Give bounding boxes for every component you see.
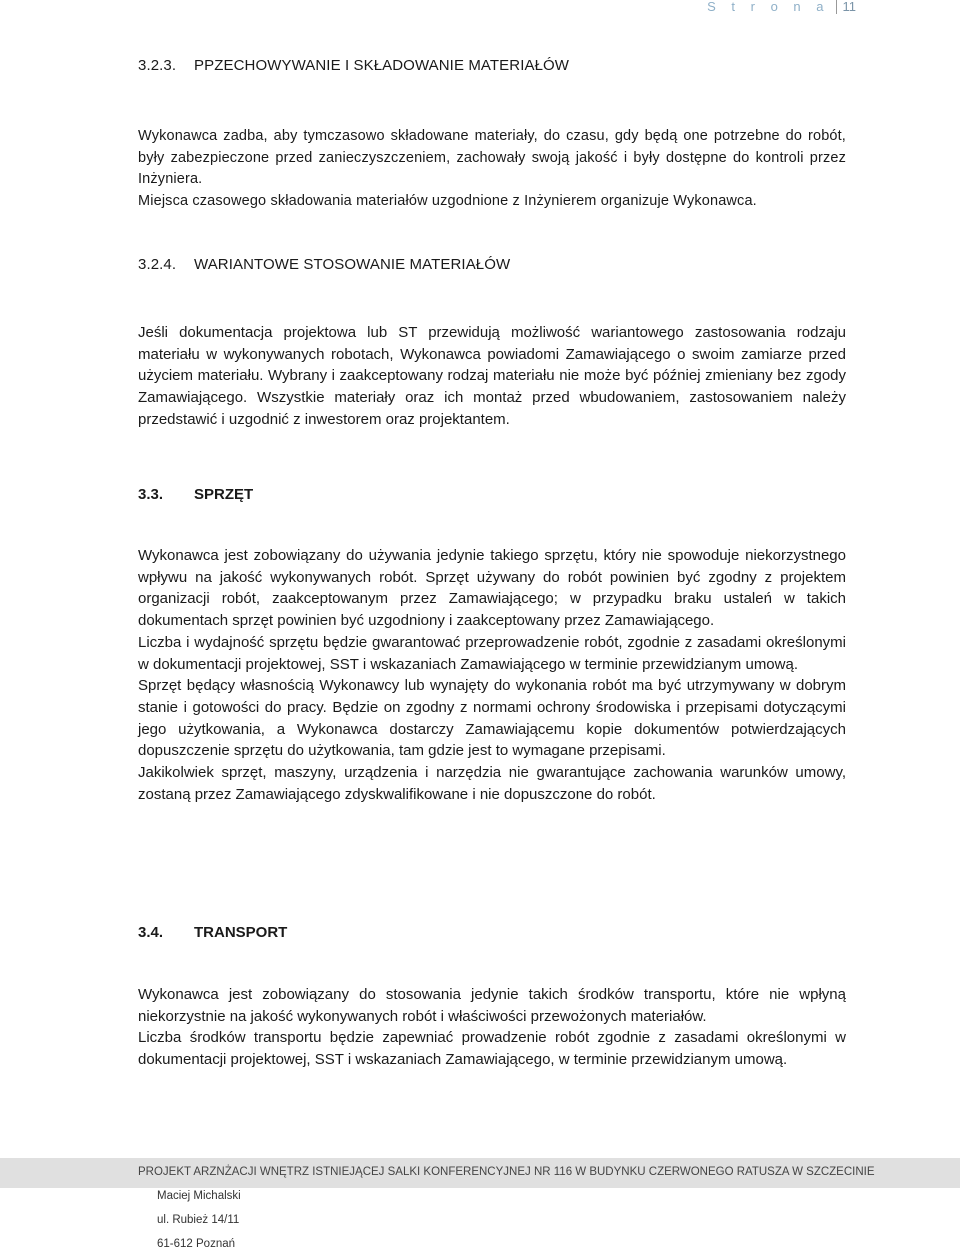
paragraph: Liczba i wydajność sprzętu będzie gwarantować przeprowadzenie robót, zgodnie z zasadami określonymi w dokumentacji projektowej, SST i wskazaniach Zamawiającego w terminie przewidzianym umową.	[138, 633, 846, 673]
section-number: 3.4.	[138, 924, 164, 941]
section-3-2-4-text	[138, 322, 846, 431]
page-header	[707, 0, 856, 14]
footer-author: Maciej Michalski	[157, 1190, 241, 1202]
section-title: WARIANTOWE STOSOWANIE MATERIAŁÓW	[194, 256, 511, 273]
section-heading-3-4	[138, 924, 287, 941]
paragraph: Sprzęt będący własnością Wykonawcy lub wynajęty do wykonania robót ma być utrzymywany w dobrym stanie i gotowości do pracy. Będzie on zgodny z normami ochrony środowiska i przepisami dotyczącymi jego użytkowania, a Wykonawca dostarczy Zamawiającemu kopie dokumentów potwierdzających dopuszczenie sprzętu do użytkowania, tam gdzie jest to wymagane przepisami.	[138, 677, 846, 760]
paragraph: Wykonawca zadba, aby tymczasowo składowane materiały, do czasu, gdy będą one potrzebne do robót, były zabezpieczone przed zanieczyszczeniem, zachowały swoją jakość i były dostępne do kontroli przez Inżyniera.	[138, 128, 846, 187]
page-label: S t r o n a	[707, 0, 830, 14]
section-number: 3.2.4.	[138, 256, 177, 273]
section-title: SPRZĘT	[194, 486, 254, 503]
paragraph: Wykonawca jest zobowiązany do stosowania jedynie takich środków transportu, które nie wpłyną niekorzystnie na jakość wykonywanych robót i właściwości przewożonych materiałów.	[138, 986, 846, 1025]
section-3-3-text	[138, 545, 846, 805]
footer-city: 61-612 Poznań	[157, 1238, 236, 1250]
footer-street: ul. Rubież 14/11	[157, 1214, 240, 1226]
section-title: PPZECHOWYWANIE I SKŁADOWANIE MATERIAŁÓW	[194, 57, 570, 74]
section-title: TRANSPORT	[194, 924, 288, 941]
section-3-4-text	[138, 984, 846, 1071]
paragraph: Jakikolwiek sprzęt, maszyny, urządzenia i narzędzia nie gwarantujące zachowania warunków umowy, zostaną przez Zamawiającego zdyskwalifikowane i nie dopuszczone do robót.	[138, 764, 846, 803]
paragraph: Jeśli dokumentacja projektowa lub ST przewidują możliwość wariantowego zastosowania rodzaju materiału w wykonywanych robotach, Wykonawca powiadomi Zamawiającego o swoim zamiarze przed użyciem materiału. Wybrany i zaakceptowany rodzaj materiału nie może być później zmieniany bez zgody Zamawiającego. Wszystkie materiały oraz ich montaż przed wbudowaniem, zastosowaniem należy przedstawić i uzgodnić z inwestorem oraz projektantem.	[138, 324, 846, 428]
footer-project-title: PROJEKT ARZNŻACJI WNĘTRZ ISTNIEJĄCEJ SALKI KONFERENCYJNEJ NR 116 W BUDYNKU CZERWONEGO RATUSZA W SZCZECINIE	[138, 1166, 875, 1178]
section-number: 3.3.	[138, 486, 164, 503]
paragraph: Wykonawca jest zobowiązany do używania jedynie takiego sprzętu, który nie spowoduje niekorzystnego wpływu na jakość wykonywanych robót. Sprzęt używany do robót powinien być zgodny z projektem organizacji robót, zaakceptowanym przez Zamawiającego; w przypadku braku ustaleń w takich dokumentach sprzęt powinien być uzgodniony i zaakceptowany przez Zamawiającego.	[138, 547, 846, 630]
paragraph: Liczba środków transportu będzie zapewniać prowadzenie robót zgodnie z zasadami określonymi w dokumentacji projektowej, SST i wskazaniach Zamawiającego, w terminie przewidzianym umową.	[138, 1029, 846, 1069]
header-divider	[836, 0, 837, 14]
paragraph: Miejsca czasowego składowania materiałów uzgodnione z Inżynierem organizuje Wykonawca.	[138, 192, 757, 209]
section-3-2-3-text	[138, 126, 846, 212]
section-heading-3-2-4	[138, 256, 510, 273]
section-heading-3-3	[138, 486, 253, 503]
section-number: 3.2.3.	[138, 57, 177, 74]
section-heading-3-2-3	[138, 57, 569, 74]
page-number: 11	[842, 0, 856, 14]
